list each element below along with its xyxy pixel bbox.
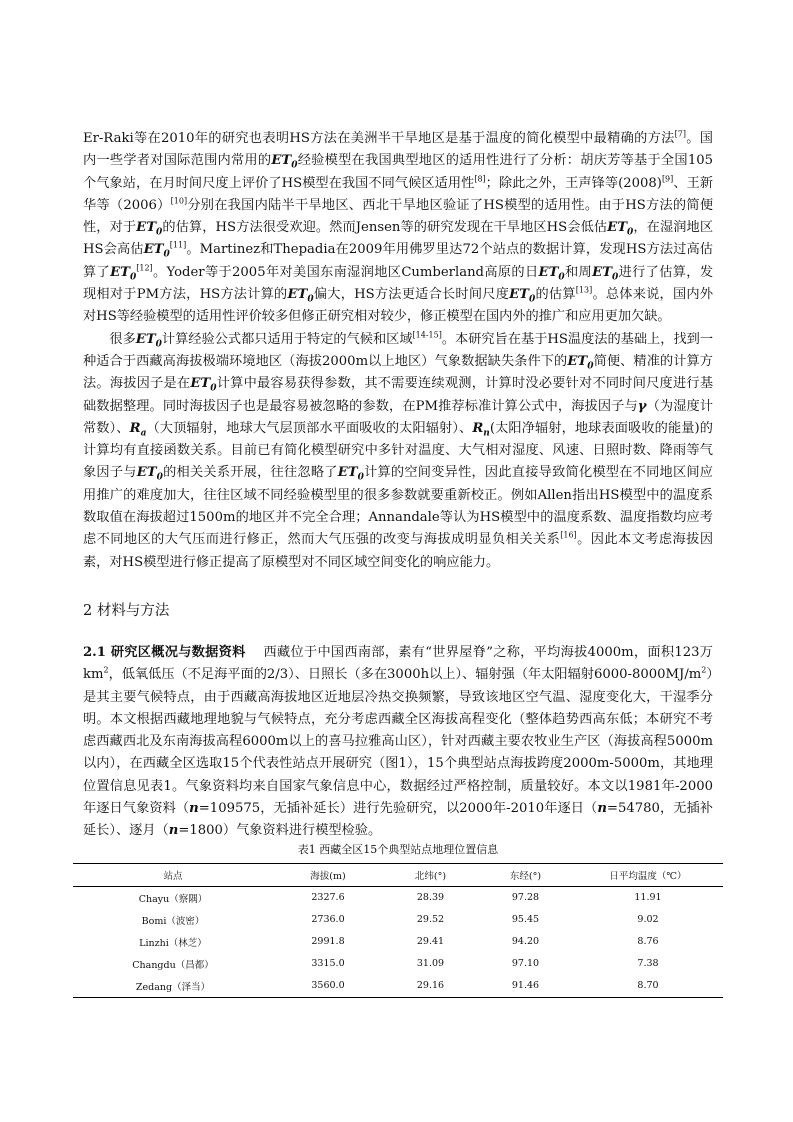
cell-longitude: 91.46	[511, 980, 540, 992]
cell-temperature: 8.70	[637, 980, 659, 992]
cell-temperature: 7.38	[637, 958, 659, 970]
table-row	[73, 886, 723, 909]
cell-temperature: 9.02	[637, 914, 659, 926]
paper-page	[83, 128, 713, 998]
cell-temperature: 8.76	[637, 936, 659, 948]
table-row	[73, 931, 723, 953]
cell-station: Bomi（波密）	[141, 915, 205, 927]
cell-station: Changdu（昌都）	[132, 959, 214, 971]
cell-altitude: 3560.0	[311, 980, 345, 992]
cell-altitude: 2736.0	[311, 914, 345, 926]
paragraph-3: 2.1 研究区概况与数据资料 西藏位于中国西南部，素有“世界屋脊”之称，平均海拔4000m，面积123万$km^2$，低氧低压（不足海平面的2/3）、日照长（多在3000h以上）、辐射强（年太阳辐射$6000-8000MJ/m^2$）是其主要气候特点，由于西藏高海拔地区近地层冷热交换频繁，导致该地区空气温、湿度变化大，干湿季分明。本文根据西藏地理地貌与气候特点，充分考虑西藏全区海拔高程变化（整体趋势西高东低；本研究不考虑西藏西北及东南海拔高程6000m以上的喜马拉雅高山区），针对西藏主要农牧业生产区（海拔高程5000m以内），在西藏全区选取15个代表性站点开展研究（图1），15个典型站点海拔跨度2000m-5000m，其地理位置信息见表1。气象资料均来自国家气象信息中心，数据经过严格控制，质量较好。本文以1981年-2000年逐日气象资料（n=109575，无插补延长）进行先验研究，以2000年-2010年逐日（n=54780，无插补延长）、逐月（n=1800）气象资料进行模型检验。	[83, 644, 713, 839]
section-heading: 2 材料与方法	[83, 602, 170, 619]
table-row	[73, 975, 723, 998]
station-table	[73, 863, 723, 998]
cell-latitude: 29.41	[416, 936, 445, 948]
header-station: 站点	[163, 870, 183, 882]
cell-longitude: 97.28	[511, 892, 540, 904]
cell-altitude: 3315.0	[311, 958, 345, 970]
paragraph-2: 很多$ET_0$计算经验公式都只适用于特定的气候和区域[14-15]。本研究旨在基于HS温度法的基础上，找到一种适合于西藏高海拔极端环境地区（海拔2000m以上地区）气象数据缺失条件下的$ET_0$简便、精准的计算方法。海拔因子是在$ET_0$计算中最容易获得参数，其不需要连续观测，计算时没必要针对不同时间尺度进行基础数据整理。同时海拔因子也是最容易被忽略的参数，在PM推荐标准计算公式中，海拔因子与γ（为湿度计常数）、$R_a$（大顶辐射，地球大气层顶部水平面吸收的太阳辐射）、$R_n$(太阳净辐射，地球表面吸收的能量)的计算均有直接函数关系。目前已有简化模型研究中多针对温度、大气相对湿度、风速、日照时数、降雨等气象因子与$ET_0$的相关关系开展，往往忽略了$ET_0$计算的空间变异性，因此直接导致简化模型在不同地区间应用推广的难度加大，往往区域不同经验模型里的很多参数就要重新校正。例如Allen指出HS模型中的温度系数取值在海拔超过1500m的地区并不完全合理；Annandale等认为HS模型中的温度系数、温度指数均应考虑不同地区的大气压而进行修正，然而大气压强的改变与海拔成明显负相关关系[16]。因此本文考虑海拔因素，对HS模型进行修正提高了原模型对不同区域空间变化的响应能力。	[83, 330, 714, 570]
subsection-heading: 2.1 研究区概况与数据资料	[83, 644, 246, 660]
cell-longitude: 97.10	[511, 958, 540, 970]
cell-longitude: 94.20	[511, 936, 540, 948]
cell-temperature: 11.91	[634, 892, 662, 904]
cell-latitude: 29.16	[416, 980, 445, 992]
table-caption: 表1 西藏全区15个典型站点地理位置信息	[297, 842, 499, 856]
header-altitude: 海拔(m)	[310, 870, 346, 882]
cell-station: Zedang（泽当）	[135, 981, 211, 993]
cell-latitude: 29.52	[416, 914, 445, 926]
cell-altitude: 2327.6	[311, 892, 345, 904]
table-header-row	[73, 863, 723, 886]
header-temperature: 日平均温度（℃）	[609, 870, 687, 882]
cell-station: Chayu（察隅）	[138, 893, 208, 905]
cell-station: Linzhi（林芝）	[139, 937, 207, 949]
header-longitude: 东经(°)	[509, 870, 542, 882]
cell-longitude: 95.45	[511, 914, 540, 926]
header-latitude: 北纬(°)	[414, 870, 447, 882]
table-row	[73, 953, 723, 975]
cell-latitude: 28.39	[416, 892, 445, 904]
cell-latitude: 31.09	[416, 958, 445, 970]
table-row	[73, 909, 723, 931]
paragraph-1: Er-Raki等在2010年的研究也表明HS方法在美洲半干旱地区是基于温度的简化模型中最精确的方法[7]。国内一些学者对国际范围内常用的$ET_0$经验模型在我国典型地区的适用性进行了分析：胡庆芳等基于全国105个气象站，在月时间尺度上评价了HS模型在我国不同气候区适用性[8]；除此之外，王声锋等(2008)[9]、王新华等（2006）[10]分别在我国内陆半干旱地区、西北干旱地区验证了HS模型的适用性。由于HS方法的简便性，对于$ET_0$的估算，HS方法很受欢迎。然而Jensen等的研究发现在干旱地区HS会低估$ET_0$，在湿润地区HS会高估$ET_0[11]$。Martinez和Thepadia在2009年用佛罗里达72个站点的数据计算，发现HS方法过高估算了$ET_0[12]$。Yoder等于2005年对美国东南湿润地区Cumberland高原的日$ET_0$和周$ET_0$进行了估算，发现相对于PM方法，HS方法计算的$ET_0$偏大，HS方法更适合长时间尺度$ET_0$的估算[13]。总体来说，国内外对HS等经验模型的适用性评价较多但修正研究相对较少，修正模型在国内外的推广和应用更加欠缺。	[83, 129, 714, 325]
cell-altitude: 2991.8	[311, 936, 345, 948]
